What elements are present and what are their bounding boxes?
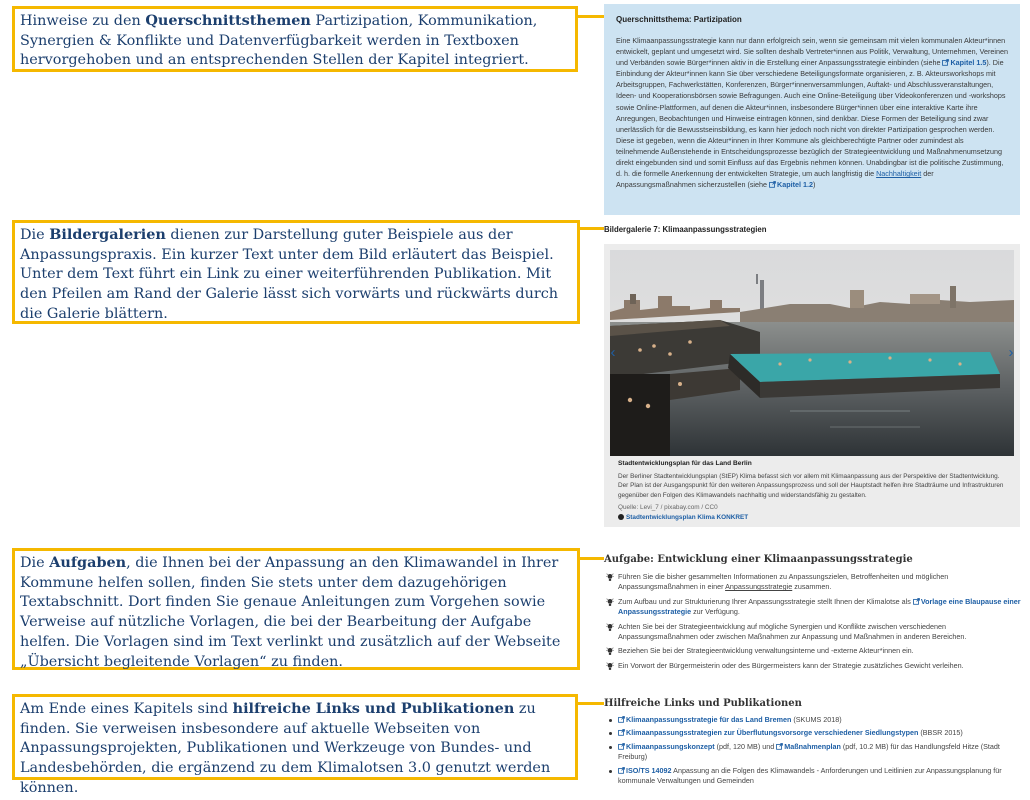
kapitel-1-5-link[interactable]	[942, 58, 986, 67]
image-gallery	[604, 244, 1020, 527]
link-meta: (pdf, 120 MB) und	[714, 741, 777, 751]
link-label: Kapitel 1.5	[950, 58, 987, 68]
external-link-icon	[618, 716, 625, 723]
link-arrow-icon	[618, 514, 624, 520]
callout-keyword: Bildergalerien	[49, 226, 166, 243]
callout-text: , die Ihnen bei der Anpassung an den Klimawandel in Ihrer Kommune helfen sollen, finden Sie stets unter dem dazugehörigen Textabschnitt. Dort finden Sie genaue Anleitungen zum Vorgehen sowie Verweise auf nützliche Vorlagen, die bei der Bearbeitung der Aufgabe helfen. Die Vorlagen sind im Text verlinkt und zusätzlich auf der Webseite „Übersicht begleitende Vorlagen“ zu finden.	[20, 555, 561, 670]
task-text: zusammen.	[792, 582, 832, 592]
task-item	[604, 661, 1024, 671]
task-item	[604, 597, 1024, 618]
gallery-publication-link[interactable]	[618, 514, 748, 521]
task-text: Zum Aufbau und zur Strukturierung Ihrer Anpassungsstrategie stellt Ihnen der Klimalotse als	[618, 596, 913, 606]
bremen-strategy-link[interactable]	[618, 715, 791, 724]
klimaanpassungskonzept-link[interactable]	[618, 742, 715, 751]
task-item	[604, 572, 1024, 593]
link-meta: (SKUMS 2018)	[791, 715, 842, 724]
callout-keyword: hilfreiche Links und Publikationen	[232, 700, 515, 717]
callout-text: Die	[20, 227, 50, 243]
task-list	[604, 572, 1024, 671]
external-link-icon	[618, 767, 625, 774]
kapitel-1-2-link[interactable]	[769, 180, 816, 190]
callout-querschnittsthemen	[12, 6, 578, 72]
connector-line-2	[578, 227, 604, 230]
list-item	[604, 728, 1028, 738]
list-item	[604, 742, 1028, 763]
links-list	[604, 715, 1028, 786]
callout-keyword: Querschnittsthemen	[145, 12, 311, 29]
callout-aufgaben	[12, 548, 580, 670]
massnahmenplan-link[interactable]	[776, 742, 841, 751]
callout-text: Am Ende eines Kapitels sind	[20, 701, 233, 717]
link-meta: (pdf, 10.2 MB) für das Handlungsfeld Hitze (Stadt Freiburg)	[618, 741, 1000, 762]
link-meta: Anpassung an die Folgen des Klimawandels - Anforderungen und Leitlinien zur Anpassungsplanung für kommunale Verwaltungen und Gemeinden	[618, 765, 1002, 786]
link-label: Klimaanpassungsstrategien zur Überflutungsvorsorge verschiedener Siedlungstypen	[626, 728, 919, 738]
list-item	[604, 766, 1028, 787]
lightbulb-icon	[606, 598, 614, 607]
gallery-next-arrow[interactable]: ›	[1008, 344, 1014, 361]
external-link-icon	[776, 743, 783, 750]
photo-river-pool-illustration	[610, 250, 1014, 456]
body-text: der Anpassungsmaßnahmen sicherzustellen (siehe	[616, 169, 934, 190]
lightbulb-icon	[606, 573, 614, 582]
lightbulb-icon	[606, 623, 614, 632]
ueberflutungsvorsorge-link[interactable]	[618, 728, 918, 737]
lightbulb-icon	[606, 662, 614, 671]
task-item	[604, 646, 1024, 656]
querschnittsthema-title: Querschnittsthema: Partizipation	[616, 15, 742, 24]
link-label: ISO/TS 14092	[626, 765, 672, 775]
body-text: Eine Klimaanpassungsstrategie kann nur dann erfolgreich sein, wenn sie gemeinsam mit vielen kommunalen Akteur*innen entwickelt, geplant und umgesetzt wird. Sie sollten deshalb Vertreter*innen aus Politik, Verwaltung, Unternehmen, Vereinen und Verbänden sowie Bürger*innen aktiv in die Erstellung einer Anpassungsstrategie einbinden (siehe	[616, 36, 1008, 68]
callout-bildergalerien	[12, 220, 580, 324]
link-label: Klimaanpassungsstrategie für das Land Bremen	[626, 715, 792, 724]
nachhaltigkeit-link[interactable]: Nachhaltigkeit	[876, 169, 922, 179]
connector-line-1	[576, 15, 604, 18]
callout-text: Die	[20, 555, 50, 571]
task-text: zur Verfügung.	[691, 607, 740, 617]
callout-links-publikationen	[12, 694, 578, 796]
task-text: Ein Vorwort der Bürgermeisterin oder des Bürgermeisters kann der Strategie zusätzliches Gewicht verleihen.	[618, 660, 964, 670]
lightbulb-icon	[606, 647, 614, 656]
task-text: Achten Sie bei der Strategieentwicklung auf mögliche Synergien und Konflikte zwischen verschiedenen Anpassungsmaßnahmen oder zwischen Maßnahmen zur Anpassung und Maßnahmen in anderen Bereichen.	[618, 621, 967, 642]
connector-line-3	[578, 557, 604, 560]
querschnittsthema-box	[604, 4, 1020, 215]
link-label: Vorlage eine Blaupause einer Anpassungsstrategie	[618, 596, 1021, 617]
querschnittsthema-text	[616, 35, 1008, 190]
gallery-photo	[610, 250, 1014, 456]
iso-ts-14092-link[interactable]	[618, 766, 672, 775]
gallery-caption-text: Der Berliner Stadtentwicklungsplan (StEP) Klima befasst sich vor allem mit Klimaanpassung aus der Perspektive der Stadtentwicklung. Der Plan ist der Ausgangspunkt für den weiteren Anpassungsprozess und soll der Hauptstadt helfen ihre Stadträume und Infrastrukturen gegenüber den Folgen des Klimawandels nachhaltig und widerstandsfähig zu gestalten.	[618, 473, 1004, 499]
external-link-icon	[618, 729, 625, 736]
task-item	[604, 622, 1024, 643]
task-text: Führen Sie die bisher gesammelten Informationen zu Anpassungszielen, Betroffenheiten und möglichen Anpassungsmaßnahmen in einer	[618, 572, 949, 592]
list-item	[604, 715, 1028, 725]
link-label: Klimaanpassungskonzept	[626, 741, 715, 751]
task-heading: Aufgabe: Entwicklung einer Klimaanpassungsstrategie	[604, 554, 913, 565]
link-label: Maßnahmenplan	[784, 741, 841, 751]
anpassungsstrategie-link[interactable]: Anpassungsstrategie	[725, 582, 793, 592]
link-meta: (BBSR 2015)	[918, 728, 963, 738]
gallery-image-source: Quelle: Levi_7 / pixabay.com / CC0	[618, 504, 718, 511]
connector-line-4	[576, 702, 604, 705]
external-link-icon	[769, 181, 776, 188]
external-link-icon	[618, 743, 625, 750]
body-text: ). Die Einbindung der Akteur*innen kann Sie über verschiedene Beteiligungsformate organisieren, z. B. Akteursworkshops mit Arbeitsgruppen, Fachwerkstätten, Konferenzen, Bürger*innenversammlungen, Auftakt- und Abschlussveranstaltungen, Ideen- und Kooperationsbörsen sowie Befragungen. Auch eine Online-Beteiligung über Videokonferenzen und -workshops sowie Online-Plattformen, auf denen die Akteur*innen, insbesondere Bürger*innen über eine interaktive Karte ihre Anregungen, Beobachtungen und Hinweise eintragen können, sind denkbar. Diese Formen der Beteiligung sind zwar unerlässlich für die Bewusstseinsbildung, es kann hier jedoch noch nicht von direkter Partizipation gesprochen werden. Diese ist gegeben, wenn die Akteur*innen in Ihrer Kommune als gleichberechtigte Partner oder zumindest als teilnehmende Außenstehende in Entscheidungsprozesse bezüglich der Strategieentwicklung und Maßnahmenumsetzung direkt eingebunden sind und somit Einfluss auf das Ergebnis nehmen können. Unabdingbar ist die politische Zustimmung, d. h. die formelle Anerkennung der entwickelten Strategie, um auch langfristig die	[616, 58, 1006, 179]
task-text: Beziehen Sie bei der Strategieentwicklung verwaltungsinterne und -externe Akteur*innen ein.	[618, 646, 914, 656]
links-heading: Hilfreiche Links und Publikationen	[604, 698, 802, 709]
callout-text: Partizipation, Kommunikation, Synergien & Konflikte und Datenverfügbarkeit werden in Textboxen hervorgehoben und an entsprechenden Stellen der Kapitel integriert.	[20, 13, 538, 69]
link-label: Stadtentwicklungsplan Klima KONKRET	[626, 514, 749, 521]
callout-keyword: Aufgaben	[49, 554, 127, 571]
callout-text: Hinweise zu den	[20, 13, 146, 29]
body-text: )	[812, 180, 816, 190]
gallery-prev-arrow[interactable]: ‹	[610, 344, 616, 361]
link-label: Kapitel 1.2	[777, 180, 813, 190]
callout-text: dienen zur Darstellung guter Beispiele aus der Anpassungspraxis. Ein kurzer Text unter dem Bild erläutert das Beispiel. Unter dem Text führt ein Link zu einer weiterführenden Publikation. Mit den Pfeilen am Rand der Galerie lässt sich vorwärts und rückwärts durch die Galerie blättern.	[20, 227, 559, 322]
gallery-caption-title: Stadtentwicklungsplan für das Land Berlin	[618, 460, 752, 467]
gallery-heading: Bildergalerie 7: Klimaanpassungsstrategien	[604, 225, 767, 234]
callout-text: zu finden. Sie verweisen insbesondere auf aktuelle Webseiten von Anpassungsprojekten, Publikationen und Werkzeuge von Bundes- und Landesbehörden, die ergänzend zu dem Klimalotsen 3.0 genutzt werden können.	[20, 701, 551, 796]
external-link-icon	[913, 598, 920, 605]
external-link-icon	[942, 59, 949, 66]
